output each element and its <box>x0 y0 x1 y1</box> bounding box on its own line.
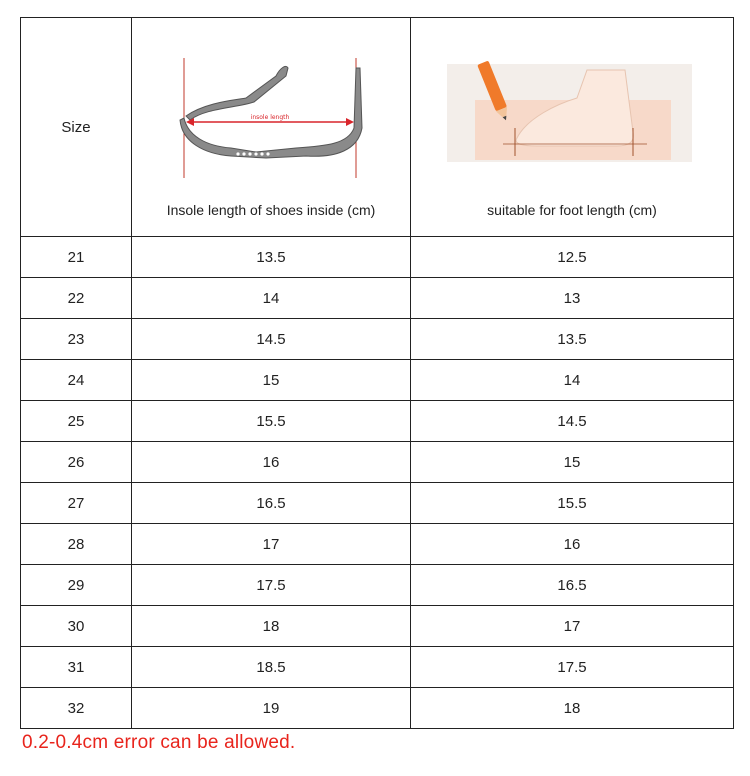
size-header-label: Size <box>61 118 91 136</box>
foot-length-cell: 13 <box>411 278 734 319</box>
size-cell: 27 <box>21 483 132 524</box>
foot-length-cell: 12.5 <box>411 237 734 278</box>
insole-illustration-label: insole length <box>250 114 290 121</box>
insole-length-cell: 15 <box>132 360 411 401</box>
foot-length-cell: 16 <box>411 524 734 565</box>
table-row <box>21 278 734 319</box>
table-row <box>21 483 734 524</box>
insole-header-caption: Insole length of shoes inside (cm) <box>166 202 376 218</box>
size-cell: 31 <box>21 647 132 688</box>
header-row <box>21 18 734 237</box>
foot-length-cell: 18 <box>411 688 734 729</box>
size-cell: 24 <box>21 360 132 401</box>
size-cell: 25 <box>21 401 132 442</box>
table-row <box>21 606 734 647</box>
foot-length-cell: 14.5 <box>411 401 734 442</box>
table-row <box>21 237 734 278</box>
table-row <box>21 565 734 606</box>
size-cell: 28 <box>21 524 132 565</box>
size-cell: 22 <box>21 278 132 319</box>
insole-length-cell: 19 <box>132 688 411 729</box>
tolerance-note: 0.2-0.4cm error can be allowed. <box>22 732 296 753</box>
size-cell: 23 <box>21 319 132 360</box>
insole-length-cell: 14.5 <box>132 319 411 360</box>
foot-length-cell: 13.5 <box>411 319 734 360</box>
table-row <box>21 401 734 442</box>
insole-length-cell: 16 <box>132 442 411 483</box>
foot-length-cell: 15.5 <box>411 483 734 524</box>
table-row <box>21 688 734 729</box>
insole-length-cell: 18.5 <box>132 647 411 688</box>
foot-header-caption: suitable for foot length (cm) <box>487 202 657 218</box>
foot-header-cell <box>411 18 734 237</box>
foot-length-cell: 16.5 <box>411 565 734 606</box>
foot-length-cell: 17.5 <box>411 647 734 688</box>
insole-length-cell: 17 <box>132 524 411 565</box>
foot-length-cell: 15 <box>411 442 734 483</box>
size-cell: 21 <box>21 237 132 278</box>
foot-length-cell: 17 <box>411 606 734 647</box>
insole-length-cell: 15.5 <box>132 401 411 442</box>
insole-header-cell <box>132 18 411 237</box>
table-row <box>21 442 734 483</box>
size-chart-table <box>20 17 734 729</box>
insole-length-cell: 18 <box>132 606 411 647</box>
insole-length-cell: 13.5 <box>132 237 411 278</box>
table-row <box>21 319 734 360</box>
table-row <box>21 360 734 401</box>
size-cell: 32 <box>21 688 132 729</box>
foot-length-cell: 14 <box>411 360 734 401</box>
insole-length-cell: 17.5 <box>132 565 411 606</box>
shoe-insole-diagram-icon <box>176 58 366 180</box>
table-row <box>21 524 734 565</box>
insole-length-cell: 16.5 <box>132 483 411 524</box>
foot-measuring-diagram-icon <box>447 58 697 170</box>
table-row <box>21 647 734 688</box>
size-cell: 29 <box>21 565 132 606</box>
insole-length-cell: 14 <box>132 278 411 319</box>
size-cell: 30 <box>21 606 132 647</box>
size-cell: 26 <box>21 442 132 483</box>
size-header-cell <box>21 18 132 237</box>
